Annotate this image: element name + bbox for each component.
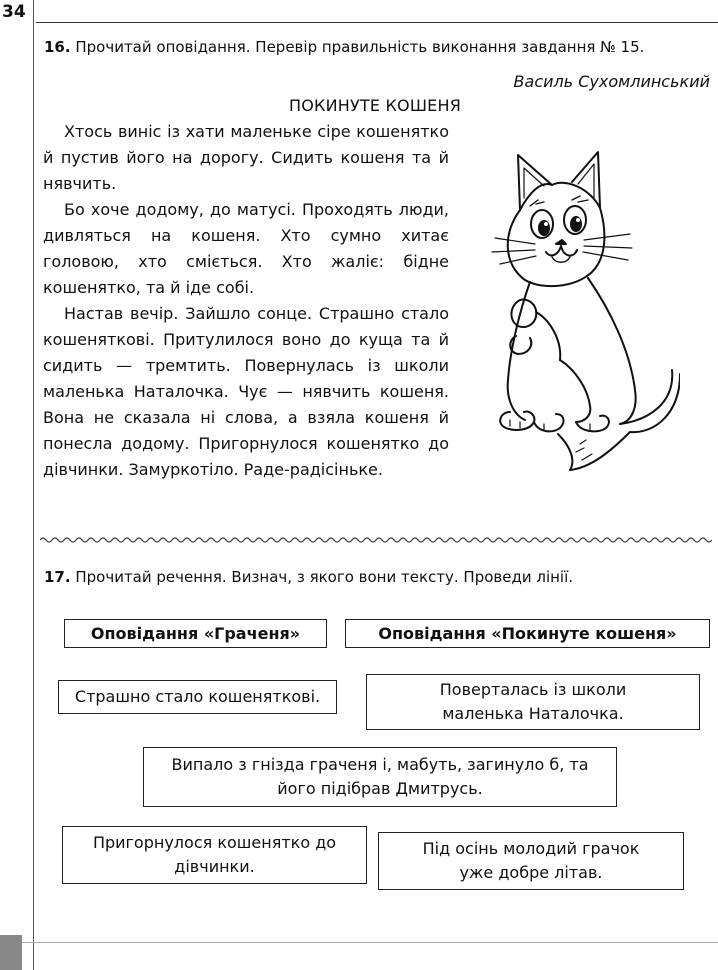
story-author: Василь Сухомлинський (513, 72, 710, 91)
left-margin-rule (33, 0, 34, 970)
task-17-text: Прочитай речення. Визнач, з якого вони тексту. Проведи лінії. (75, 568, 574, 586)
page-corner-mark (0, 935, 22, 970)
section-divider (40, 535, 712, 545)
sentence-box-4[interactable]: Пригорнулося кошенятко до дівчинки. (62, 826, 367, 884)
story-text (43, 119, 449, 483)
sentence-box-5[interactable]: Під осінь молодий грачок уже добре літав. (378, 832, 684, 890)
cat-illustration (480, 140, 680, 480)
story-box-pokynute-koshenia[interactable]: Оповідання «Покинуте кошеня» (345, 619, 710, 648)
task-17-instruction (44, 568, 573, 586)
header-rule (36, 22, 718, 23)
task-16-instruction (44, 38, 644, 56)
sentence-box-2[interactable]: Поверталась із школи маленька Наталочка. (366, 674, 700, 730)
sentence-box-3[interactable]: Випало з гнізда граченя і, мабуть, загинуло б, та його підібрав Дмитрусь. (143, 747, 617, 807)
story-box-grachenya[interactable]: Оповідання «Граченя» (64, 619, 327, 648)
sentence-box-1[interactable]: Страшно стало кошеняткові. (58, 680, 337, 714)
story-title: ПОКИНУТЕ КОШЕНЯ (289, 96, 462, 115)
task-17-number: 17. (44, 568, 71, 586)
story-paragraph-1: Хтось виніс із хати маленьке сіре кошенятко й пустив його на дорогу. Сидить кошеня та й нявчить. (43, 122, 449, 193)
footer-rule (22, 942, 718, 943)
task-16-number: 16. (44, 38, 71, 56)
task-16-text: Прочитай оповідання. Перевір правильність виконання завдання № 15. (75, 38, 645, 56)
story-paragraph-3: Настав вечір. Зайшло сонце. Страшно стало кошеняткові. Притулилося воно до куща та й сидить — тремтить. Повернулась із школи маленька Наталочка. Чує — нявчить кошеня. Вона не сказала ні слова, а взяла кошеня й понесла додому. Пригорнулося кошенятко до дівчинки. Замуркотіло. Раде-радісіньке. (43, 304, 449, 479)
page-number: 34 (2, 2, 26, 22)
story-paragraph-2: Бо хоче додому, до матусі. Проходять люди, дивляться на кошеня. Хто сумно хитає головою, хто сміється. Хто жаліє: бідне кошенятко, та й іде собі. (43, 200, 449, 297)
